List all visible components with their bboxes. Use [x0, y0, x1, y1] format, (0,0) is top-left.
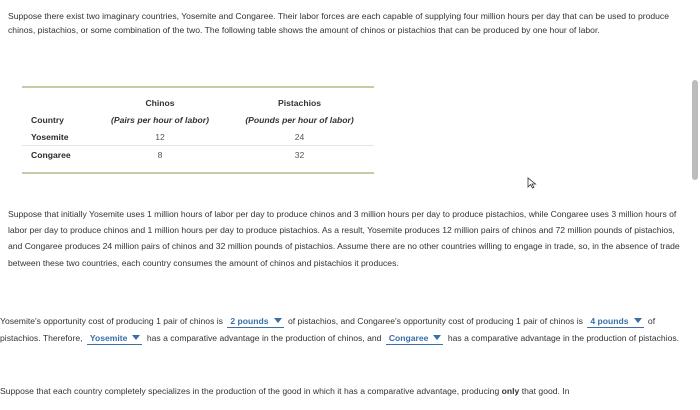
header-pistachios-unit: (Pounds per hour of labor) — [245, 114, 354, 125]
row-pistachios: 32 — [294, 149, 305, 160]
next-text-1: Suppose that each country completely specializes in the production of the good in which it has a comparative advantage, producing — [0, 386, 500, 396]
dropdown-value: Yosemite — [89, 333, 128, 343]
dropdown-value: 4 pounds — [590, 316, 629, 326]
opportunity-cost-yosemite-dropdown[interactable] — [227, 315, 283, 328]
table-row — [22, 128, 374, 146]
chevron-down-icon — [433, 335, 441, 340]
dropdown-value: 2 pounds — [230, 316, 269, 326]
production-table — [22, 86, 374, 174]
header-blank — [22, 94, 95, 111]
header-chinos-unit: (Pairs per hour of labor) — [111, 114, 209, 125]
opportunity-cost-congaree-dropdown[interactable] — [587, 315, 643, 328]
header-chinos: Chinos — [145, 97, 175, 108]
row-chinos: 8 — [157, 149, 163, 160]
header-country: Country — [31, 114, 64, 125]
chevron-down-icon — [634, 318, 642, 323]
dropdown-value: Congaree — [388, 333, 429, 343]
row-chinos: 12 — [95, 128, 225, 146]
pistachios-advantage-dropdown[interactable] — [386, 332, 444, 345]
chevron-down-icon — [274, 318, 282, 323]
mouse-pointer-icon — [527, 177, 539, 189]
specialization-paragraph — [0, 385, 700, 399]
table-top-rule — [22, 86, 374, 88]
table-bottom-rule — [22, 172, 374, 174]
header-pistachios: Pistachios — [278, 97, 321, 108]
chevron-down-icon — [132, 335, 140, 340]
row-pistachios: 24 — [225, 128, 374, 146]
intro-paragraph: Suppose there exist two imaginary countries, Yosemite and Congaree. Their labor forces are each capable of supplying four million hours per day that can be used to produce chinos, pistachios, or some combination of the two. The following table shows the amount of chinos or pistachios that can be produced by one hour of labor. — [8, 11, 669, 35]
next-text-2: that good. In — [521, 386, 570, 396]
vertical-scrollbar[interactable] — [692, 80, 698, 180]
row-country: Yosemite — [22, 128, 95, 146]
table-row — [22, 146, 374, 164]
answer-text-1: Yosemite's opportunity cost of producing 1 pair of chinos is — [0, 316, 223, 326]
chinos-advantage-dropdown[interactable] — [87, 332, 143, 345]
row-country: Congaree — [31, 149, 71, 160]
answer-text-3: of pistachios. Therefore, — [0, 316, 656, 343]
answer-text-4: has a comparative advantage in the production of chinos, and — [146, 333, 382, 343]
answer-text-5: has a comparative advantage in the production of pistachios. — [447, 333, 680, 343]
next-emphasis: only — [501, 386, 520, 396]
answer-paragraph — [0, 313, 690, 347]
answer-text-2: of pistachios, and Congaree's opportunity cost of producing 1 pair of chinos is — [287, 316, 583, 326]
scenario-paragraph: Suppose that initially Yosemite uses 1 million hours of labor per day to produce chinos and 3 million hours per day to produce pistachios, while Congaree uses 3 million hours of labor per day to produce chinos and 1 million hours per day to produce pistachios. As a result, Yosemite produces 12 million pairs of chinos and 72 million pounds of pistachios, and Congaree produces 24 million pairs of chinos and 32 million pounds of pistachios. Assume there are no other countries willing to engage in trade, so, in the absence of trade between these two countries, each country consumes the amount of chinos and pistachios it produces. — [8, 209, 680, 268]
